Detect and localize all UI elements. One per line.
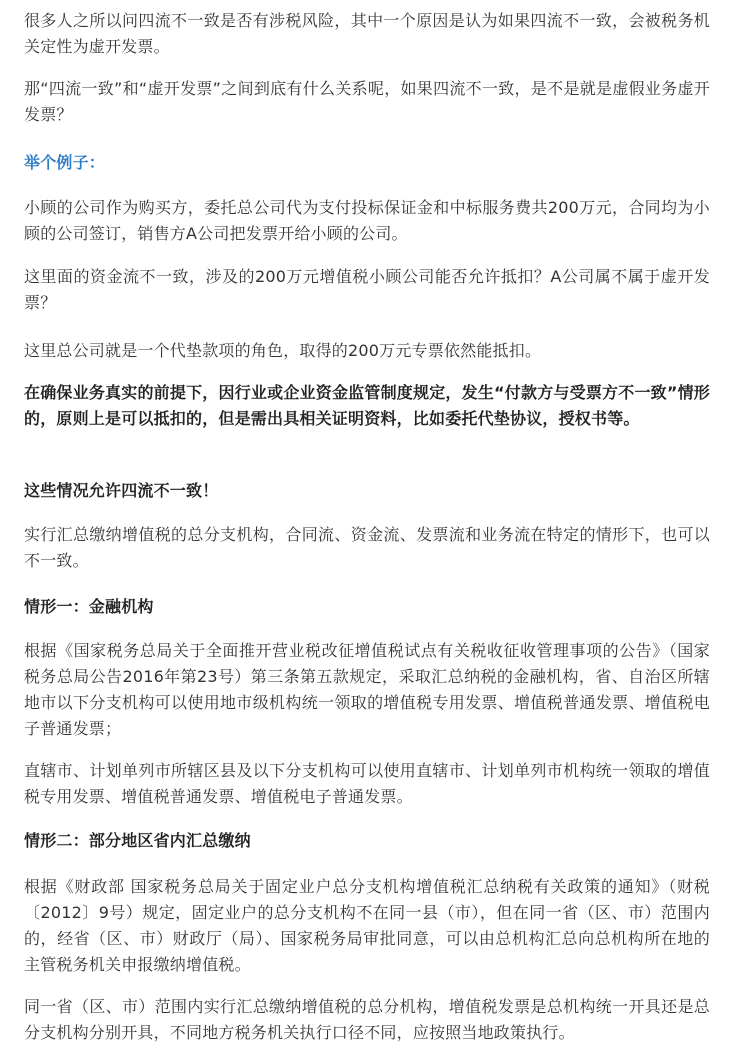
case-one-heading: 情形一：金融机构 (24, 597, 154, 616)
case-two-paragraph: 根据《财政部 国家税务总局关于固定业户总分支机构增值税汇总纳税有关政策的通知》（财税〔2012〕9号）规定，固定业户的总分支机构不在同一县（市），但在同一省（区、市）范围内的，经省（区、市）财政厅（局）、国家税务局审批同意，可以由总机构汇总向总机构所在地的主管税务机关申报缴纳增值税。 (24, 877, 710, 974)
case-one-paragraph: 根据《国家税务总局关于全面推开营业税改征增值税试点有关税收征收管理事项的公告》（国家税务总局公告2016年第23号）第三条第五款规定，采取汇总纳税的金融机构，省、自治区所辖地市以下分支机构可以使用地市级机构统一领取的增值税专用发票、增值税普通发票、增值税电子普通发票； (24, 641, 710, 738)
case-two-heading: 情形二：部分地区省内汇总缴纳 (24, 831, 251, 850)
case-two-continued-paragraph: 同一省（区、市）范围内实行汇总缴纳增值税的总分机构，增值税发票是总机构统一开具还是总分支机构分别开具，不同地方税务机关执行口径不同，应按照当地政策执行。 (24, 997, 710, 1042)
principle-paragraph: 在确保业务真实的前提下，因行业或企业资金监管制度规定，发生“付款方与受票方不一致”情形的，原则上是可以抵扣的，但是需出具相关证明资料，比如委托代垫协议，授权书等。 (24, 383, 710, 428)
example-answer-paragraph: 这里总公司就是一个代垫款项的角色，取得的200万元专票依然能抵扣。 (24, 341, 542, 360)
allowed-cases-paragraph: 实行汇总缴纳增值税的总分支机构，合同流、资金流、发票流和业务流在特定的情形下，也可以不一致。 (24, 525, 710, 570)
example-question-paragraph: 这里面的资金流不一致，涉及的200万元增值税小顾公司能否允许抵扣？A公司属不属于虚开发票？ (24, 267, 710, 312)
example-heading: 举个例子： (24, 153, 106, 172)
intro-paragraph: 很多人之所以问四流不一致是否有涉税风险，其中一个原因是认为如果四流不一致，会被税务机关定性为虚开发票。 (24, 11, 710, 56)
example-paragraph: 小顾的公司作为购买方，委托总公司代为支付投标保证金和中标服务费共200万元，合同均为小顾的公司签订，销售方A公司把发票开给小顾的公司。 (24, 198, 710, 243)
allowed-cases-heading: 这些情况允许四流不一致！ (24, 481, 219, 500)
question-paragraph: 那“四流一致”和“虚开发票”之间到底有什么关系呢，如果四流不一致，是不是就是虚假业务虚开发票？ (24, 79, 710, 124)
case-one-continued-paragraph: 直辖市、计划单列市所辖区县及以下分支机构可以使用直辖市、计划单列市机构统一领取的增值税专用发票、增值税普通发票、增值税电子普通发票。 (24, 761, 710, 806)
